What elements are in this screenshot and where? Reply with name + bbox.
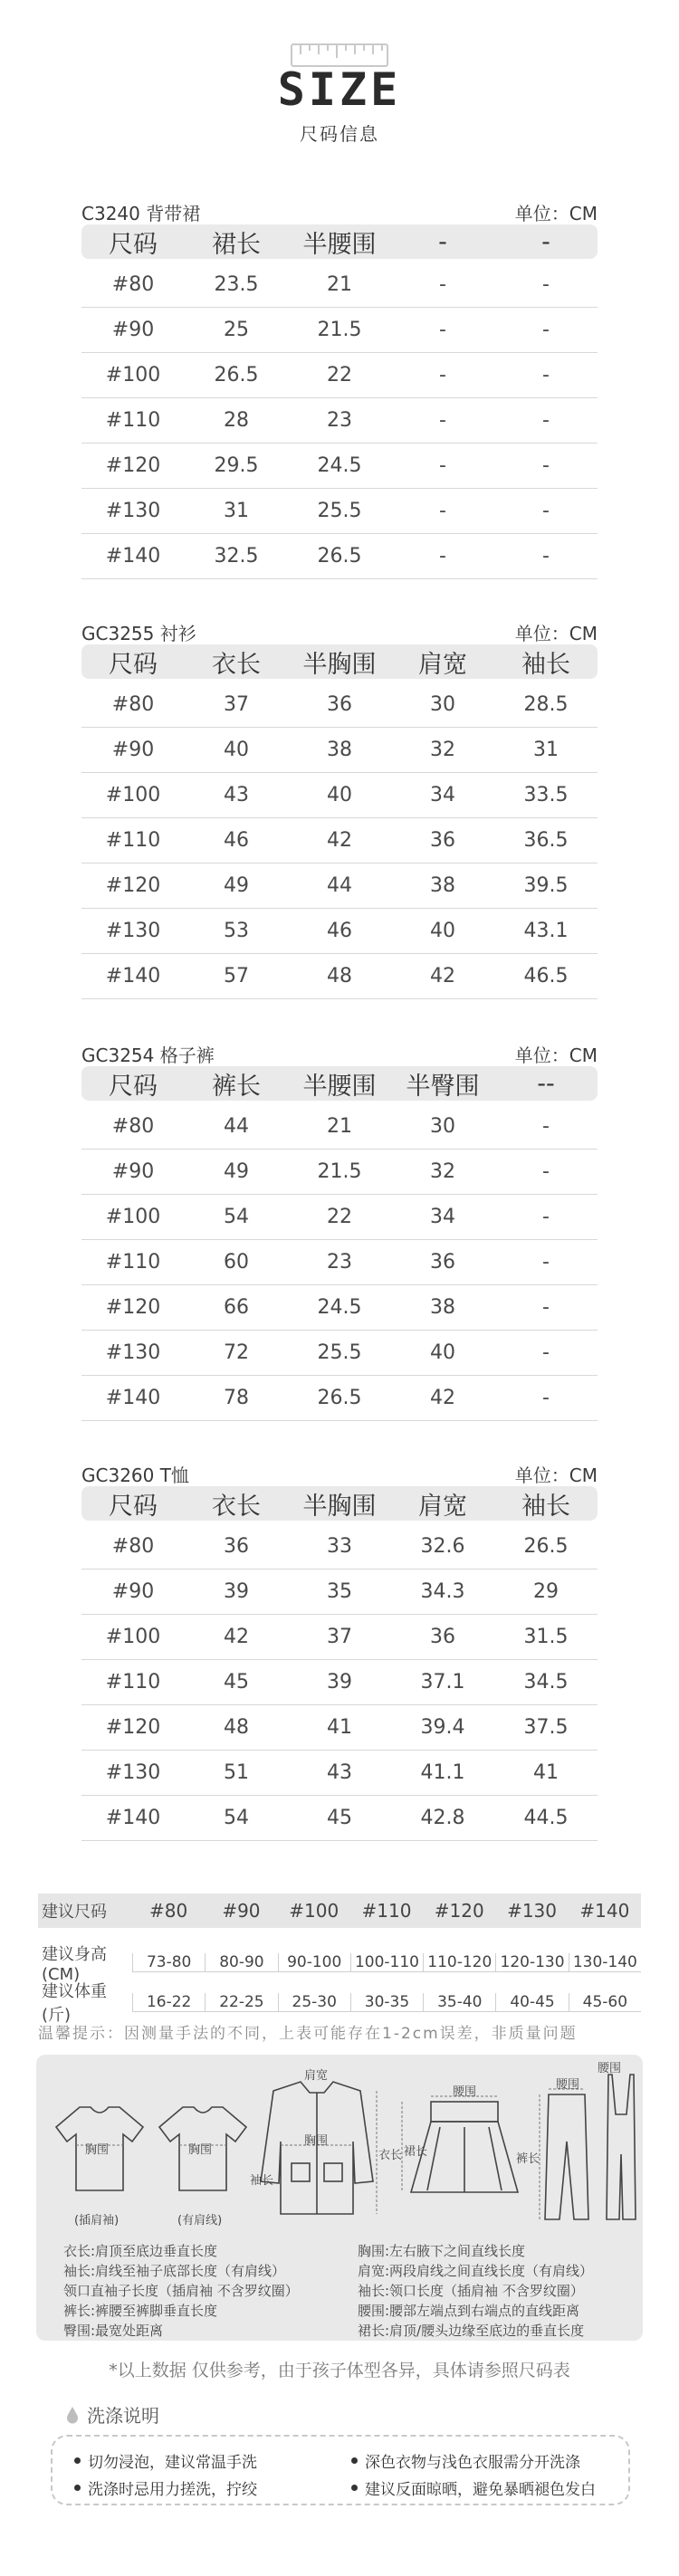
table-cell: 43.1 — [523, 920, 569, 942]
legend-item: 胸围:左右腋下之间直线长度 — [358, 2243, 526, 2259]
wash-instructions — [51, 2435, 630, 2505]
table-cell: 28 — [224, 409, 249, 432]
table-cell: #140 — [105, 1387, 161, 1409]
table-title: GC3254 格子裤 — [81, 1045, 215, 1066]
table-cell: #130 — [105, 1341, 161, 1364]
column-header: -- — [537, 1069, 555, 1098]
table-row — [81, 1569, 598, 1615]
table-cell: #110 — [105, 409, 161, 432]
wash-item-text: 深色衣物与浅色衣服需分开洗涤 — [365, 2454, 580, 2472]
table-cell: 46 — [224, 829, 249, 852]
table-body — [81, 262, 598, 579]
skirt-length-label: 裙长 — [404, 2145, 428, 2159]
table-cell: 26.5 — [523, 1535, 569, 1558]
column-header: 衣长 — [212, 650, 261, 679]
table-cell: - — [542, 500, 550, 522]
column-header: 袖长 — [521, 1492, 570, 1521]
table-cell: 32 — [430, 739, 455, 761]
table-cell: - — [542, 409, 550, 432]
measure-tip: 温馨提示：因测量手法的不同，上表可能存在1-2cm误差，非质量问题 — [38, 2025, 578, 2043]
table-cell: 42 — [430, 1387, 455, 1409]
table-row — [81, 308, 598, 353]
table-cell: 32.5 — [214, 545, 259, 568]
table-cell: 49 — [224, 1160, 249, 1183]
table-cell: #80 — [111, 273, 155, 296]
table-cell: 57 — [224, 965, 249, 987]
suggest-weight-label: 建议体重(斤) — [42, 1982, 107, 2025]
chest-label: 胸围 — [85, 2143, 110, 2157]
table-cell: 41.1 — [420, 1761, 465, 1784]
table-cell: - — [542, 545, 550, 568]
table-cell: - — [542, 454, 550, 477]
table-cell: 26.5 — [214, 364, 259, 386]
bullet-icon — [74, 2485, 81, 2491]
table-row — [81, 682, 598, 728]
wash-item-text: 洗涤时忌用力搓洗，拧绞 — [88, 2481, 257, 2499]
table-cell: 32.6 — [420, 1535, 465, 1558]
suggest-header — [38, 1894, 641, 1928]
table-cell: #140 — [105, 545, 161, 568]
table-cell: 43 — [327, 1761, 352, 1784]
table-cell: 21 — [327, 273, 352, 296]
table-row — [81, 1240, 598, 1285]
table-cell: 54 — [224, 1206, 249, 1228]
table-cell: - — [439, 545, 446, 568]
table-title: GC3255 衬衫 — [81, 623, 196, 644]
table-cell: 42.8 — [420, 1807, 465, 1829]
table-header — [81, 644, 598, 679]
table-row — [81, 1660, 598, 1705]
page-subtitle: 尺码信息 — [300, 123, 379, 145]
table-row — [81, 1796, 598, 1841]
column-header: 半腰围 — [302, 1072, 377, 1101]
table-cell: 39 — [327, 1671, 352, 1693]
table-cell: 42 — [430, 965, 455, 987]
table-cell: 40 — [430, 1341, 455, 1364]
table-body — [81, 682, 598, 999]
table-cell: 34 — [430, 784, 455, 806]
waist-label: 腰围 — [598, 2062, 622, 2075]
column-header: 半胸围 — [302, 1492, 377, 1521]
table-cell: 39.4 — [420, 1716, 465, 1739]
table-cell: 36 — [430, 829, 455, 852]
table-row — [81, 444, 598, 489]
table-cell: 31.5 — [523, 1626, 569, 1648]
tshirt-shoulder-caption: (有肩线) — [177, 2214, 223, 2228]
legend-item: 裤长:裤腰至裤脚垂直长度 — [63, 2303, 218, 2319]
table-cell: 38 — [327, 739, 352, 761]
table-cell: 78 — [224, 1387, 249, 1409]
table-unit: 单位：CM — [514, 623, 598, 644]
legend-item: 臀围:最宽处距离 — [63, 2323, 164, 2339]
table-cell: - — [542, 1206, 550, 1228]
table-header — [81, 1486, 598, 1521]
table-unit: 单位：CM — [514, 203, 598, 224]
table-cell: #80 — [111, 1115, 155, 1138]
table-cell: #120 — [105, 1296, 161, 1319]
legend-item: 腰围:腰部左端点到右端点的直线距离 — [358, 2303, 580, 2319]
table-cell: 45 — [224, 1671, 249, 1693]
table-cell: 28.5 — [523, 693, 569, 716]
column-header: 裤长 — [212, 1072, 261, 1101]
pants-length-label: 裤长 — [516, 2152, 540, 2166]
legend-item: 袖长:肩线至袖子底部长度（有肩线） — [63, 2263, 286, 2279]
table-cell: - — [542, 1251, 550, 1274]
table-cell: 37.1 — [420, 1671, 465, 1693]
garment-illustrations — [36, 2055, 643, 2232]
table-cell: 40-45 — [495, 1993, 568, 2012]
table-cell: 23.5 — [214, 273, 259, 296]
table-cell: 34.5 — [523, 1671, 569, 1693]
waist-label: 腰围 — [556, 2078, 580, 2092]
table-cell: 35-40 — [423, 1993, 495, 2012]
table-cell: 36 — [430, 1251, 455, 1274]
table-unit: 单位：CM — [514, 1045, 598, 1066]
legend-item: 衣长:肩顶至底边垂直长度 — [63, 2243, 218, 2259]
table-cell: #100 — [105, 364, 161, 386]
table-cell: #130 — [105, 1761, 161, 1784]
table-cell: 80-90 — [205, 1953, 277, 1972]
table-cell: 37 — [224, 693, 249, 716]
table-cell: 48 — [224, 1716, 249, 1739]
table-cell: 26.5 — [317, 545, 362, 568]
table-cell: 37.5 — [523, 1716, 569, 1739]
table-body — [81, 1524, 598, 1841]
legend-left — [63, 2241, 353, 2341]
table-header — [81, 224, 598, 259]
length-label: 衣长 — [378, 2149, 403, 2162]
table-row — [81, 1615, 598, 1660]
table-cell: 44 — [327, 874, 352, 897]
table-cell: 54 — [224, 1807, 249, 1829]
wash-item-text: 建议反面晾晒，避免暴晒褪色发白 — [365, 2481, 596, 2499]
column-header: 尺码 — [109, 1072, 158, 1101]
table-cell: 33 — [327, 1535, 352, 1558]
table-cell: 35 — [327, 1580, 352, 1603]
table-cell: #130 — [105, 920, 161, 942]
table-cell: 44 — [224, 1115, 249, 1138]
table-row — [81, 1104, 598, 1150]
table-row — [81, 818, 598, 863]
table-cell: 37 — [327, 1626, 352, 1648]
table-cell: 31 — [224, 500, 249, 522]
table-cell: 45 — [327, 1807, 352, 1829]
table-row — [81, 534, 598, 579]
table-cell: #120 — [105, 1716, 161, 1739]
table-cell: #80 — [111, 693, 155, 716]
table-row — [81, 1331, 598, 1376]
table-row — [81, 954, 598, 999]
table-cell: 48 — [327, 965, 352, 987]
table-cell: 22 — [327, 364, 352, 386]
table-cell: - — [542, 1296, 550, 1319]
table-cell: 36 — [430, 1626, 455, 1648]
legend-item: 袖长:领口长度（插肩袖 不含罗纹圈） — [358, 2283, 584, 2299]
column-header: 袖长 — [521, 650, 570, 679]
chest-label: 胸围 — [188, 2143, 213, 2157]
table-cell: 40 — [224, 739, 249, 761]
table-cell: 29 — [533, 1580, 559, 1603]
table-row — [81, 398, 598, 444]
bullet-icon — [351, 2457, 358, 2464]
table-cell: 23 — [327, 409, 352, 432]
column-header: 尺码 — [109, 1492, 158, 1521]
wash-section-title — [65, 2401, 159, 2428]
table-cell: 45-60 — [569, 1993, 641, 2012]
table-cell: 72 — [224, 1341, 249, 1364]
wash-item — [351, 2476, 596, 2499]
table-row — [81, 1376, 598, 1421]
table-cell: - — [542, 273, 550, 296]
table-cell: 39.5 — [523, 874, 569, 897]
table-cell: 21.5 — [317, 1160, 362, 1183]
column-header: 尺码 — [109, 650, 158, 679]
column-header: 裙长 — [212, 230, 261, 259]
overalls-icon — [607, 2075, 636, 2219]
table-cell: #110 — [105, 1671, 161, 1693]
table-cell: - — [542, 1387, 550, 1409]
table-row — [81, 863, 598, 909]
legend-item: 领口直袖子长度（插肩袖 不含罗纹圈） — [63, 2283, 299, 2299]
suggest-size: #140 — [579, 1900, 630, 1922]
column-header: - — [438, 227, 447, 256]
table-cell: 36 — [327, 693, 352, 716]
wash-item — [74, 2449, 257, 2472]
table-row — [81, 1705, 598, 1751]
pants-icon — [545, 2094, 588, 2219]
table-cell: 25 — [224, 319, 249, 341]
skirt-waist-icon — [431, 2102, 498, 2122]
table-cell: #140 — [105, 1807, 161, 1829]
table-cell: 25.5 — [317, 500, 362, 522]
table-cell: 46.5 — [523, 965, 569, 987]
table-cell: #100 — [105, 1206, 161, 1228]
table-cell: 32 — [430, 1160, 455, 1183]
table-body — [81, 1104, 598, 1421]
tshirt-raglan-caption: (插肩袖) — [74, 2214, 120, 2228]
table-cell: 30 — [430, 1115, 455, 1138]
table-cell: 41 — [533, 1761, 559, 1784]
table-row — [81, 353, 598, 398]
sleeve-label: 袖长 — [250, 2174, 274, 2188]
table-cell: 22 — [327, 1206, 352, 1228]
table-cell: - — [439, 273, 446, 296]
column-header: 半臀围 — [406, 1072, 480, 1101]
table-cell: #90 — [111, 739, 155, 761]
table-cell: 100-110 — [350, 1953, 423, 1972]
table-cell: 34 — [430, 1206, 455, 1228]
table-cell: 110-120 — [423, 1953, 495, 1972]
table-cell: 22-25 — [205, 1993, 277, 2012]
table-cell: #140 — [105, 965, 161, 987]
table-cell: 120-130 — [495, 1953, 568, 1972]
size-header — [0, 0, 679, 181]
table-cell: 39 — [224, 1580, 249, 1603]
table-cell: 24.5 — [317, 1296, 362, 1319]
table-cell: #110 — [105, 1251, 161, 1274]
table-cell: #90 — [111, 1580, 155, 1603]
column-header: 尺码 — [109, 230, 158, 259]
water-drop-icon — [65, 2406, 80, 2424]
wash-item-text: 切勿浸泡，建议常温手洗 — [88, 2454, 257, 2472]
suggest-size: #130 — [507, 1900, 558, 1922]
table-cell: 31 — [533, 739, 559, 761]
table-cell: - — [542, 1115, 550, 1138]
table-cell: 16-22 — [132, 1993, 205, 2012]
table-cell: 66 — [224, 1296, 249, 1319]
table-cell: 40 — [430, 920, 455, 942]
table-title: GC3260 T恤 — [81, 1465, 189, 1486]
column-header: 肩宽 — [418, 1492, 467, 1521]
column-header: 衣长 — [212, 1492, 261, 1521]
table-cell: #80 — [111, 1535, 155, 1558]
column-header: - — [541, 227, 550, 256]
table-cell: - — [542, 319, 550, 341]
table-header — [81, 1066, 598, 1101]
table-cell: 30-35 — [350, 1993, 423, 2012]
table-cell: 46 — [327, 920, 352, 942]
table-cell: 44.5 — [523, 1807, 569, 1829]
suggest-height-label: 建议身高(CM) — [42, 1944, 107, 1984]
table-cell: - — [439, 454, 446, 477]
table-row — [81, 489, 598, 534]
table-cell: 29.5 — [214, 454, 259, 477]
table-cell: 38 — [430, 874, 455, 897]
table-cell: - — [439, 409, 446, 432]
table-cell: 33.5 — [523, 784, 569, 806]
measurement-guide — [36, 2055, 643, 2341]
table-cell: 41 — [327, 1716, 352, 1739]
table-cell: 42 — [327, 829, 352, 852]
table-cell: - — [542, 364, 550, 386]
suggest-size: #120 — [434, 1900, 484, 1922]
table-cell: 53 — [224, 920, 249, 942]
table-cell: - — [439, 364, 446, 386]
table-cell: 49 — [224, 874, 249, 897]
table-title: C3240 背带裙 — [81, 203, 201, 224]
table-unit: 单位：CM — [514, 1465, 598, 1486]
suggest-height-row — [38, 1942, 641, 1982]
table-cell: #110 — [105, 829, 161, 852]
wash-item — [74, 2476, 257, 2499]
table-cell: 23 — [327, 1251, 352, 1274]
table-cell: 40 — [327, 784, 352, 806]
table-cell: 130-140 — [569, 1953, 641, 1972]
reference-note: *以上数据 仅供参考，由于孩子体型各异，具体请参照尺码表 — [109, 2361, 570, 2380]
suggest-size: #100 — [289, 1900, 340, 1922]
suggest-size: #90 — [222, 1900, 261, 1922]
column-header: 半腰围 — [302, 230, 377, 259]
table-cell: 38 — [430, 1296, 455, 1319]
legend-right — [358, 2241, 638, 2341]
table-cell: #120 — [105, 874, 161, 897]
table-cell: #100 — [105, 784, 161, 806]
column-header: 半胸围 — [302, 650, 377, 679]
bullet-icon — [351, 2485, 358, 2491]
column-header: 肩宽 — [418, 650, 467, 679]
page-title: SIZE — [277, 63, 402, 116]
table-cell: 51 — [224, 1761, 249, 1784]
table-row — [81, 262, 598, 308]
table-cell: #100 — [105, 1626, 161, 1648]
table-cell: 34.3 — [420, 1580, 465, 1603]
table-cell: 90-100 — [278, 1953, 350, 1972]
table-row — [81, 909, 598, 954]
table-cell: 42 — [224, 1626, 249, 1648]
table-cell: 36 — [224, 1535, 249, 1558]
table-cell: 24.5 — [317, 454, 362, 477]
table-cell: 26.5 — [317, 1387, 362, 1409]
table-row — [81, 773, 598, 818]
table-cell: 60 — [224, 1251, 249, 1274]
table-cell: 36.5 — [523, 829, 569, 852]
table-cell: 25.5 — [317, 1341, 362, 1364]
wash-title-text: 洗涤说明 — [87, 2405, 159, 2427]
table-cell: 21 — [327, 1115, 352, 1138]
table-row — [81, 1150, 598, 1195]
waist-label: 腰围 — [453, 2085, 477, 2099]
bullet-icon — [74, 2457, 81, 2464]
table-row — [81, 1195, 598, 1240]
table-cell: 43 — [224, 784, 249, 806]
wash-item — [351, 2449, 580, 2472]
table-cell: - — [542, 1341, 550, 1364]
suggest-size: #110 — [361, 1900, 412, 1922]
table-row — [81, 728, 598, 773]
chest-label: 胸围 — [304, 2134, 329, 2148]
table-row — [81, 1751, 598, 1796]
table-row — [81, 1524, 598, 1569]
table-cell: - — [542, 1160, 550, 1183]
garment-figures — [36, 2055, 643, 2232]
table-cell: 21.5 — [317, 319, 362, 341]
legend-item: 裙长:肩顶/腰头边缘至底边的垂直长度 — [358, 2323, 585, 2339]
suggest-size-label: 建议尺码 — [42, 1903, 107, 1922]
table-cell: #90 — [111, 319, 155, 341]
table-cell: - — [439, 319, 446, 341]
table-cell: 30 — [430, 693, 455, 716]
suggest-table — [38, 1894, 641, 2025]
table-cell: #130 — [105, 500, 161, 522]
table-cell: #90 — [111, 1160, 155, 1183]
suggest-weight-row — [38, 1982, 641, 2025]
suggest-size: #80 — [149, 1900, 188, 1922]
legend-item: 肩宽:两段肩线之间直线长度（有肩线） — [358, 2263, 594, 2279]
table-cell: #120 — [105, 454, 161, 477]
table-cell: - — [439, 500, 446, 522]
table-row — [81, 1285, 598, 1331]
table-cell: 73-80 — [132, 1953, 205, 1972]
table-cell: 25-30 — [278, 1993, 350, 2012]
shoulder-label: 肩宽 — [304, 2069, 329, 2083]
